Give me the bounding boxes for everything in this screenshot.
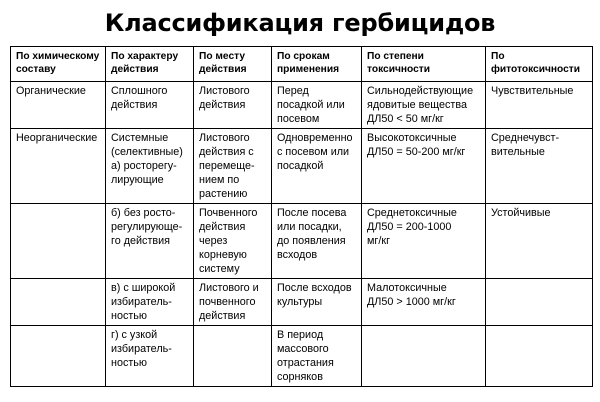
table-cell: Сильнодействующие ядовитые вещества ДЛ50 < 50 мг/кг [362, 82, 486, 129]
table-cell [362, 326, 486, 387]
table-cell: в) с широкой избиратель- ностью [106, 279, 194, 326]
table-cell: Среднетоксичные ДЛ50 = 200-1000 мг/кг [362, 204, 486, 279]
table-cell: Листового действия с перемеще- нием по растению [194, 129, 272, 204]
page-title: Классификация гербицидов [104, 9, 496, 37]
table-cell: Неорганические [11, 129, 106, 204]
table-cell: После посева или посадки, до появления всходов [272, 204, 362, 279]
header-toxicity-degree: По степени токсичности [362, 47, 486, 82]
table-cell [11, 326, 106, 387]
table-cell: После всходов культуры [272, 279, 362, 326]
table-row [11, 82, 593, 129]
table-cell: Листового действия [194, 82, 272, 129]
table-cell: Органические [11, 82, 106, 129]
table-cell [194, 326, 272, 387]
table-cell: г) с узкой избиратель- ностью [106, 326, 194, 387]
table-cell [486, 326, 593, 387]
table-cell: Одновременно с посевом или посадкой [272, 129, 362, 204]
header-action-site: По месту действия [194, 47, 272, 82]
header-phytotoxicity: По фитотоксичности [486, 47, 593, 82]
table-row [11, 326, 593, 387]
table-cell: Среднечувст- вительные [486, 129, 593, 204]
table-header-row [11, 47, 593, 82]
table-row [11, 129, 593, 204]
table-cell: В период массового отрастания сорняков [272, 326, 362, 387]
table-cell [11, 204, 106, 279]
table-row [11, 204, 593, 279]
table-cell: Чувствительные [486, 82, 593, 129]
header-application-timing: По срокам применения [272, 47, 362, 82]
table-cell [486, 279, 593, 326]
table-row [11, 279, 593, 326]
table-cell: Системные (селективные) а) росторегу- лирующие [106, 129, 194, 204]
table-cell: Перед посадкой или посевом [272, 82, 362, 129]
table-cell: Высокотоксичные ДЛ50 = 50-200 мг/кг [362, 129, 486, 204]
table-cell: Малотоксичные ДЛ50 > 1000 мг/кг [362, 279, 486, 326]
table-cell: Сплошного действия [106, 82, 194, 129]
header-chemical-composition: По химическому составу [11, 47, 106, 82]
header-action-type: По характеру действия [106, 47, 194, 82]
herbicide-classification-table [10, 46, 593, 387]
table-cell: б) без росто- регулирующе- го действия [106, 204, 194, 279]
table-cell [11, 279, 106, 326]
table-cell: Почвенного действия через корневую систему [194, 204, 272, 279]
table-cell: Устойчивые [486, 204, 593, 279]
table-cell: Листового и почвенного действия [194, 279, 272, 326]
